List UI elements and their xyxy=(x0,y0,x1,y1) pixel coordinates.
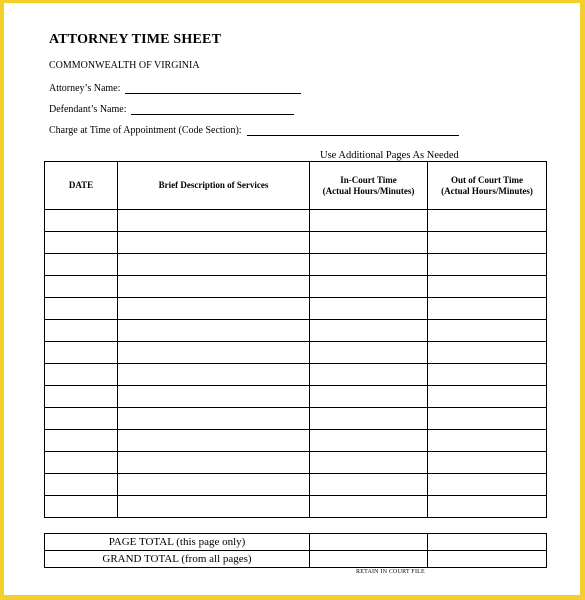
header-description: Brief Description of Services xyxy=(118,162,310,210)
date-cell[interactable] xyxy=(45,320,118,342)
table-row xyxy=(45,232,547,254)
in-court-cell[interactable] xyxy=(310,430,428,452)
date-cell[interactable] xyxy=(45,364,118,386)
in-court-cell[interactable] xyxy=(310,254,428,276)
description-cell[interactable] xyxy=(118,254,310,276)
date-cell[interactable] xyxy=(45,276,118,298)
services-table xyxy=(44,161,547,518)
out-court-cell[interactable] xyxy=(428,210,547,232)
page-title: ATTORNEY TIME SHEET xyxy=(49,32,222,47)
table-row xyxy=(45,276,547,298)
table-row xyxy=(45,364,547,386)
in-court-cell[interactable] xyxy=(310,386,428,408)
date-cell[interactable] xyxy=(45,298,118,320)
footer-note: RETAIN IN COURT FILE xyxy=(356,569,425,575)
description-cell[interactable] xyxy=(118,496,310,518)
table-row xyxy=(45,342,547,364)
date-cell[interactable] xyxy=(45,408,118,430)
defendant-name-label: Defendant’s Name: xyxy=(49,104,127,115)
out-court-cell[interactable] xyxy=(428,452,547,474)
in-court-cell[interactable] xyxy=(310,320,428,342)
table-row xyxy=(45,408,547,430)
description-cell[interactable] xyxy=(118,276,310,298)
description-cell[interactable] xyxy=(118,386,310,408)
charge-field xyxy=(49,125,459,136)
table-row xyxy=(45,430,547,452)
defendant-name-line[interactable] xyxy=(131,104,294,115)
description-cell[interactable] xyxy=(118,342,310,364)
grand-total-label: GRAND TOTAL (from all pages) xyxy=(45,551,310,568)
table-row xyxy=(45,298,547,320)
date-cell[interactable] xyxy=(45,386,118,408)
table-header-row xyxy=(45,162,547,210)
date-cell[interactable] xyxy=(45,232,118,254)
table-row xyxy=(45,210,547,232)
page-total-row xyxy=(45,534,547,551)
totals-table xyxy=(44,533,547,568)
header-in-court: In-Court Time (Actual Hours/Minutes) xyxy=(310,162,428,210)
description-cell[interactable] xyxy=(118,210,310,232)
out-court-cell[interactable] xyxy=(428,276,547,298)
date-cell[interactable] xyxy=(45,430,118,452)
time-sheet-page xyxy=(4,3,580,595)
attorney-name-line[interactable] xyxy=(125,83,301,94)
page-total-out-court-cell[interactable] xyxy=(428,534,547,551)
out-court-cell[interactable] xyxy=(428,298,547,320)
attorney-name-label: Attorney’s Name: xyxy=(49,83,121,94)
defendant-name-field xyxy=(49,104,294,115)
page-total-label: PAGE TOTAL (this page only) xyxy=(45,534,310,551)
charge-line[interactable] xyxy=(247,125,459,136)
grand-total-out-court-cell[interactable] xyxy=(428,551,547,568)
header-date: DATE xyxy=(45,162,118,210)
table-row xyxy=(45,386,547,408)
jurisdiction: COMMONWEALTH OF VIRGINIA xyxy=(49,60,200,71)
date-cell[interactable] xyxy=(45,254,118,276)
in-court-cell[interactable] xyxy=(310,408,428,430)
table-row xyxy=(45,474,547,496)
out-court-cell[interactable] xyxy=(428,430,547,452)
date-cell[interactable] xyxy=(45,474,118,496)
date-cell[interactable] xyxy=(45,496,118,518)
out-court-cell[interactable] xyxy=(428,408,547,430)
date-cell[interactable] xyxy=(45,210,118,232)
out-court-cell[interactable] xyxy=(428,232,547,254)
description-cell[interactable] xyxy=(118,452,310,474)
date-cell[interactable] xyxy=(45,342,118,364)
in-court-cell[interactable] xyxy=(310,342,428,364)
out-court-cell[interactable] xyxy=(428,254,547,276)
description-cell[interactable] xyxy=(118,232,310,254)
table-row xyxy=(45,320,547,342)
page-total-in-court-cell[interactable] xyxy=(310,534,428,551)
additional-pages-note: Use Additional Pages As Needed xyxy=(320,150,459,161)
out-court-cell[interactable] xyxy=(428,320,547,342)
in-court-cell[interactable] xyxy=(310,452,428,474)
in-court-cell[interactable] xyxy=(310,364,428,386)
attorney-name-field xyxy=(49,83,301,94)
in-court-cell[interactable] xyxy=(310,298,428,320)
charge-label: Charge at Time of Appointment (Code Section): xyxy=(49,125,242,136)
description-cell[interactable] xyxy=(118,364,310,386)
out-court-cell[interactable] xyxy=(428,474,547,496)
description-cell[interactable] xyxy=(118,474,310,496)
out-court-cell[interactable] xyxy=(428,364,547,386)
in-court-cell[interactable] xyxy=(310,474,428,496)
header-out-of-court: Out of Court Time (Actual Hours/Minutes) xyxy=(428,162,547,210)
out-court-cell[interactable] xyxy=(428,386,547,408)
description-cell[interactable] xyxy=(118,320,310,342)
description-cell[interactable] xyxy=(118,408,310,430)
date-cell[interactable] xyxy=(45,452,118,474)
in-court-cell[interactable] xyxy=(310,232,428,254)
table-row xyxy=(45,452,547,474)
grand-total-row xyxy=(45,551,547,568)
out-court-cell[interactable] xyxy=(428,496,547,518)
in-court-cell[interactable] xyxy=(310,496,428,518)
description-cell[interactable] xyxy=(118,298,310,320)
in-court-cell[interactable] xyxy=(310,210,428,232)
table-row xyxy=(45,254,547,276)
grand-total-in-court-cell[interactable] xyxy=(310,551,428,568)
table-row xyxy=(45,496,547,518)
description-cell[interactable] xyxy=(118,430,310,452)
out-court-cell[interactable] xyxy=(428,342,547,364)
in-court-cell[interactable] xyxy=(310,276,428,298)
